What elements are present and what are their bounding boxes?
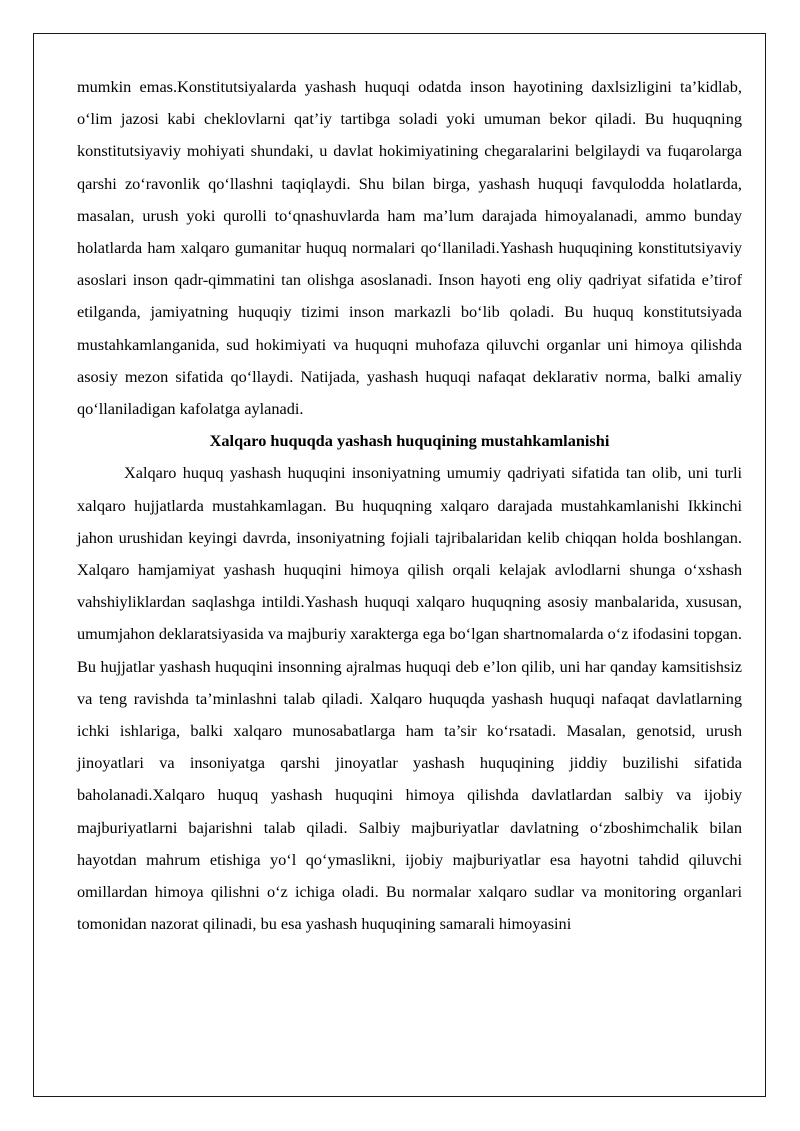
body-paragraph: mumkin emas.Konstitutsiyalarda yashash huquqi odatda inson hayotining daxlsizligini ta’kidlab, o‘lim jazosi kabi cheklovlarni qat’iy tartibga soladi yoki umuman bekor qiladi. Bu huquqning konstitutsiyaviy mohiyati shundaki, u davlat hokimiyatining chegaralarini belgilaydi va fuqarolarga qarshi zo‘ravonlik qo‘llashni taqiqlaydi. Shu bilan birga, yashash huquqi favqulodda holatlarda, masalan, urush yoki qurolli to‘qnashuvlarda ham ma’lum darajada himoyalanadi, ammo bunday holatlarda ham xalqaro gumanitar huquq normalari qo‘llaniladi.Yashash huquqining konstitutsiyaviy asoslari inson qadr-qimmatini tan olishga asoslanadi. Inson hayoti eng oliy qadriyat sifatida e’tirof etilganda, jamiyatning huquqiy tizimi inson markazli bo‘lib qoladi. Bu huquq konstitutsiyada mustahkamlanganida, sud hokimiyati va huquqni muhofaza qiluvchi organlar uni himoya qilishda asosiy mezon sifatida qo‘llaydi. Natijada, yashash huquqi nafaqat deklarativ norma, balki amaliy qo‘llaniladigan kafolatga aylanadi. xyxy=(77,77,742,419)
body-paragraph: Xalqaro huquq yashash huquqini insoniyatning umumiy qadriyati sifatida tan olib, uni turli xalqaro hujjatlarda mustahkamlagan. Bu huquqning xalqaro darajada mustahkamlanishi Ikkinchi jahon urushidan keyingi davrda, insoniyatning fojiali tajribalaridan kelib chiqqan holda boshlangan. Xalqaro hamjamiyat yashash huquqini himoya qilish orqali kelajak avlodlarni shunga o‘xshash vahshiyliklardan saqlashga intildi.Yashash huquqi xalqaro huquqning asosiy manbalarida, xususan, umumjahon deklaratsiyasida va majburiy xarakterga ega bo‘lgan shartnomalarda o‘z ifodasini topgan. Bu hujjatlar yashash huquqini insonning ajralmas huquqi deb e’lon qilib, uni har qanday kamsitishsiz va teng ravishda ta’minlashni talab qiladi. Xalqaro huquqda yashash huquqi nafaqat davlatlarning ichki ishlariga, balki xalqaro munosabatlarga ham ta’sir ko‘rsatadi. Masalan, genotsid, urush jinoyatlari va insoniyatga qarshi jinoyatlar yashash huquqining jiddiy buzilishi sifatida baholanadi.Xalqaro huquq yashash huquqini himoya qilishda davlatlardan salbiy va ijobiy majburiyatlarni bajarishni talab qiladi. Salbiy majburiyatlar davlatning o‘zboshimchalik bilan hayotdan mahrum etishiga yo‘l qo‘ymaslikni, ijobiy majburiyatlar esa hayotni tahdid qiluvchi omillardan himoya qilishni o‘z ichiga oladi. Bu normalar xalqaro sudlar va monitoring organlari tomonidan nazorat qilinadi, bu esa yashash huquqining samarali himoyasini xyxy=(77,463,742,934)
section-heading: Xalqaro huquqda yashash huquqining mustahkamlanishi xyxy=(209,431,610,451)
page-content xyxy=(77,71,742,940)
